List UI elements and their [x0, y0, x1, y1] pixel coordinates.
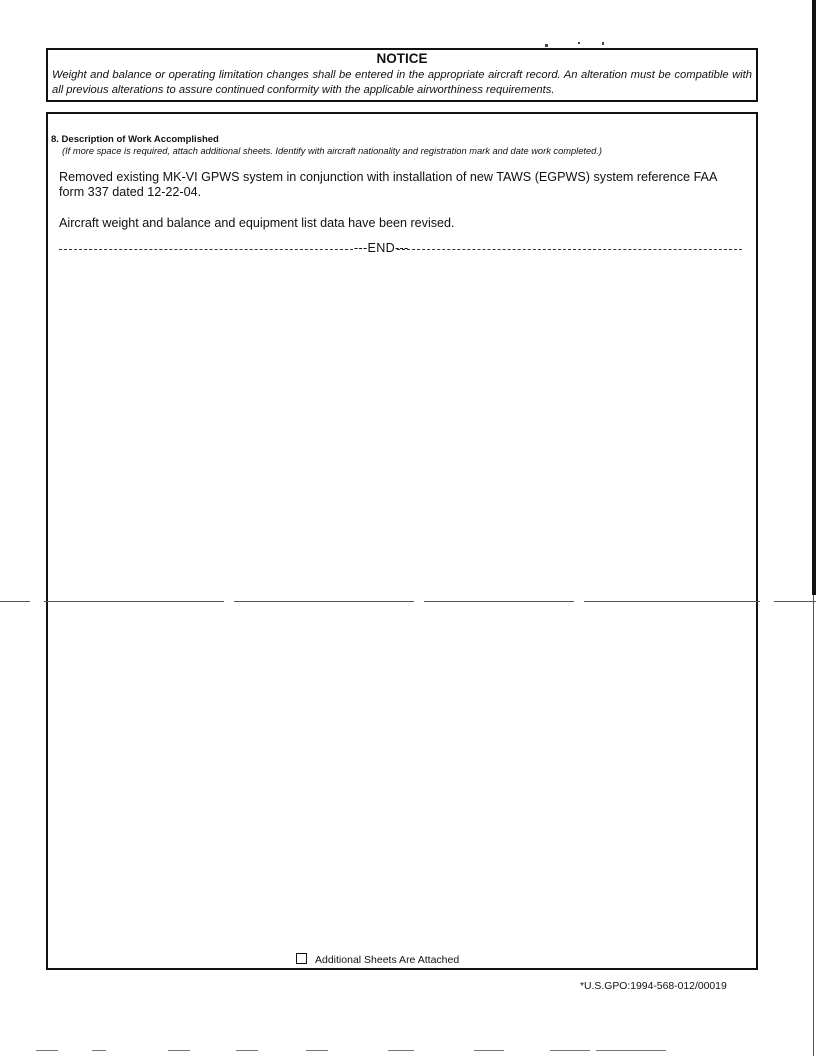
scan-mark — [388, 1050, 414, 1051]
notice-box — [46, 48, 758, 102]
gpo-footer: *U.S.GPO:1994-568-012/00019 — [580, 981, 727, 992]
additional-sheets-label: Additional Sheets Are Attached — [315, 954, 460, 966]
end-dash-right — [397, 249, 742, 250]
additional-sheets-checkbox[interactable] — [296, 953, 307, 964]
fold-line-segment — [234, 601, 414, 602]
scan-edge-line — [813, 595, 814, 1056]
scan-mark — [596, 1050, 666, 1051]
section-instructions: (If more space is required, attach additional sheets. Identify with aircraft nationality and registration mark and date work completed.) — [62, 146, 603, 156]
end-dash-left — [59, 249, 353, 250]
scan-mark — [168, 1050, 190, 1051]
fold-line-segment — [44, 601, 224, 602]
fold-line-segment — [774, 601, 816, 602]
scan-mark — [306, 1050, 328, 1051]
additional-sheets-option[interactable] — [296, 953, 459, 966]
scan-mark — [236, 1050, 258, 1051]
notice-title: NOTICE — [376, 51, 428, 66]
fold-line-segment — [0, 601, 30, 602]
scan-speck — [545, 44, 548, 47]
scan-speck — [578, 42, 580, 44]
scan-mark — [36, 1050, 58, 1051]
fold-line-segment — [424, 601, 574, 602]
scan-mark — [474, 1050, 504, 1051]
work-paragraph: Aircraft weight and balance and equipment list data have been revised. — [59, 216, 455, 230]
end-marker — [59, 241, 742, 257]
scan-edge-bar — [812, 0, 816, 595]
scan-speck — [602, 42, 604, 45]
fold-line — [0, 601, 816, 602]
section-title: 8. Description of Work Accomplished — [51, 134, 219, 145]
bottom-scan-marks — [0, 1050, 816, 1052]
fold-line-segment — [584, 601, 760, 602]
scan-mark — [550, 1050, 590, 1051]
end-marker-label: ---END--- — [354, 241, 409, 255]
scan-mark — [92, 1050, 106, 1051]
description-of-work-box — [46, 112, 758, 970]
work-paragraph: Removed existing MK-VI GPWS system in conjunction with installation of new TAWS (EGPWS) system reference FAA form 337 dated 12-22-04. — [59, 170, 717, 199]
notice-text: Weight and balance or operating limitation changes shall be entered in the appropriate aircraft record. An alteration must be compatible with all previous alterations to assure continued conformity with the applicable airworthiness requirements. — [52, 69, 752, 96]
